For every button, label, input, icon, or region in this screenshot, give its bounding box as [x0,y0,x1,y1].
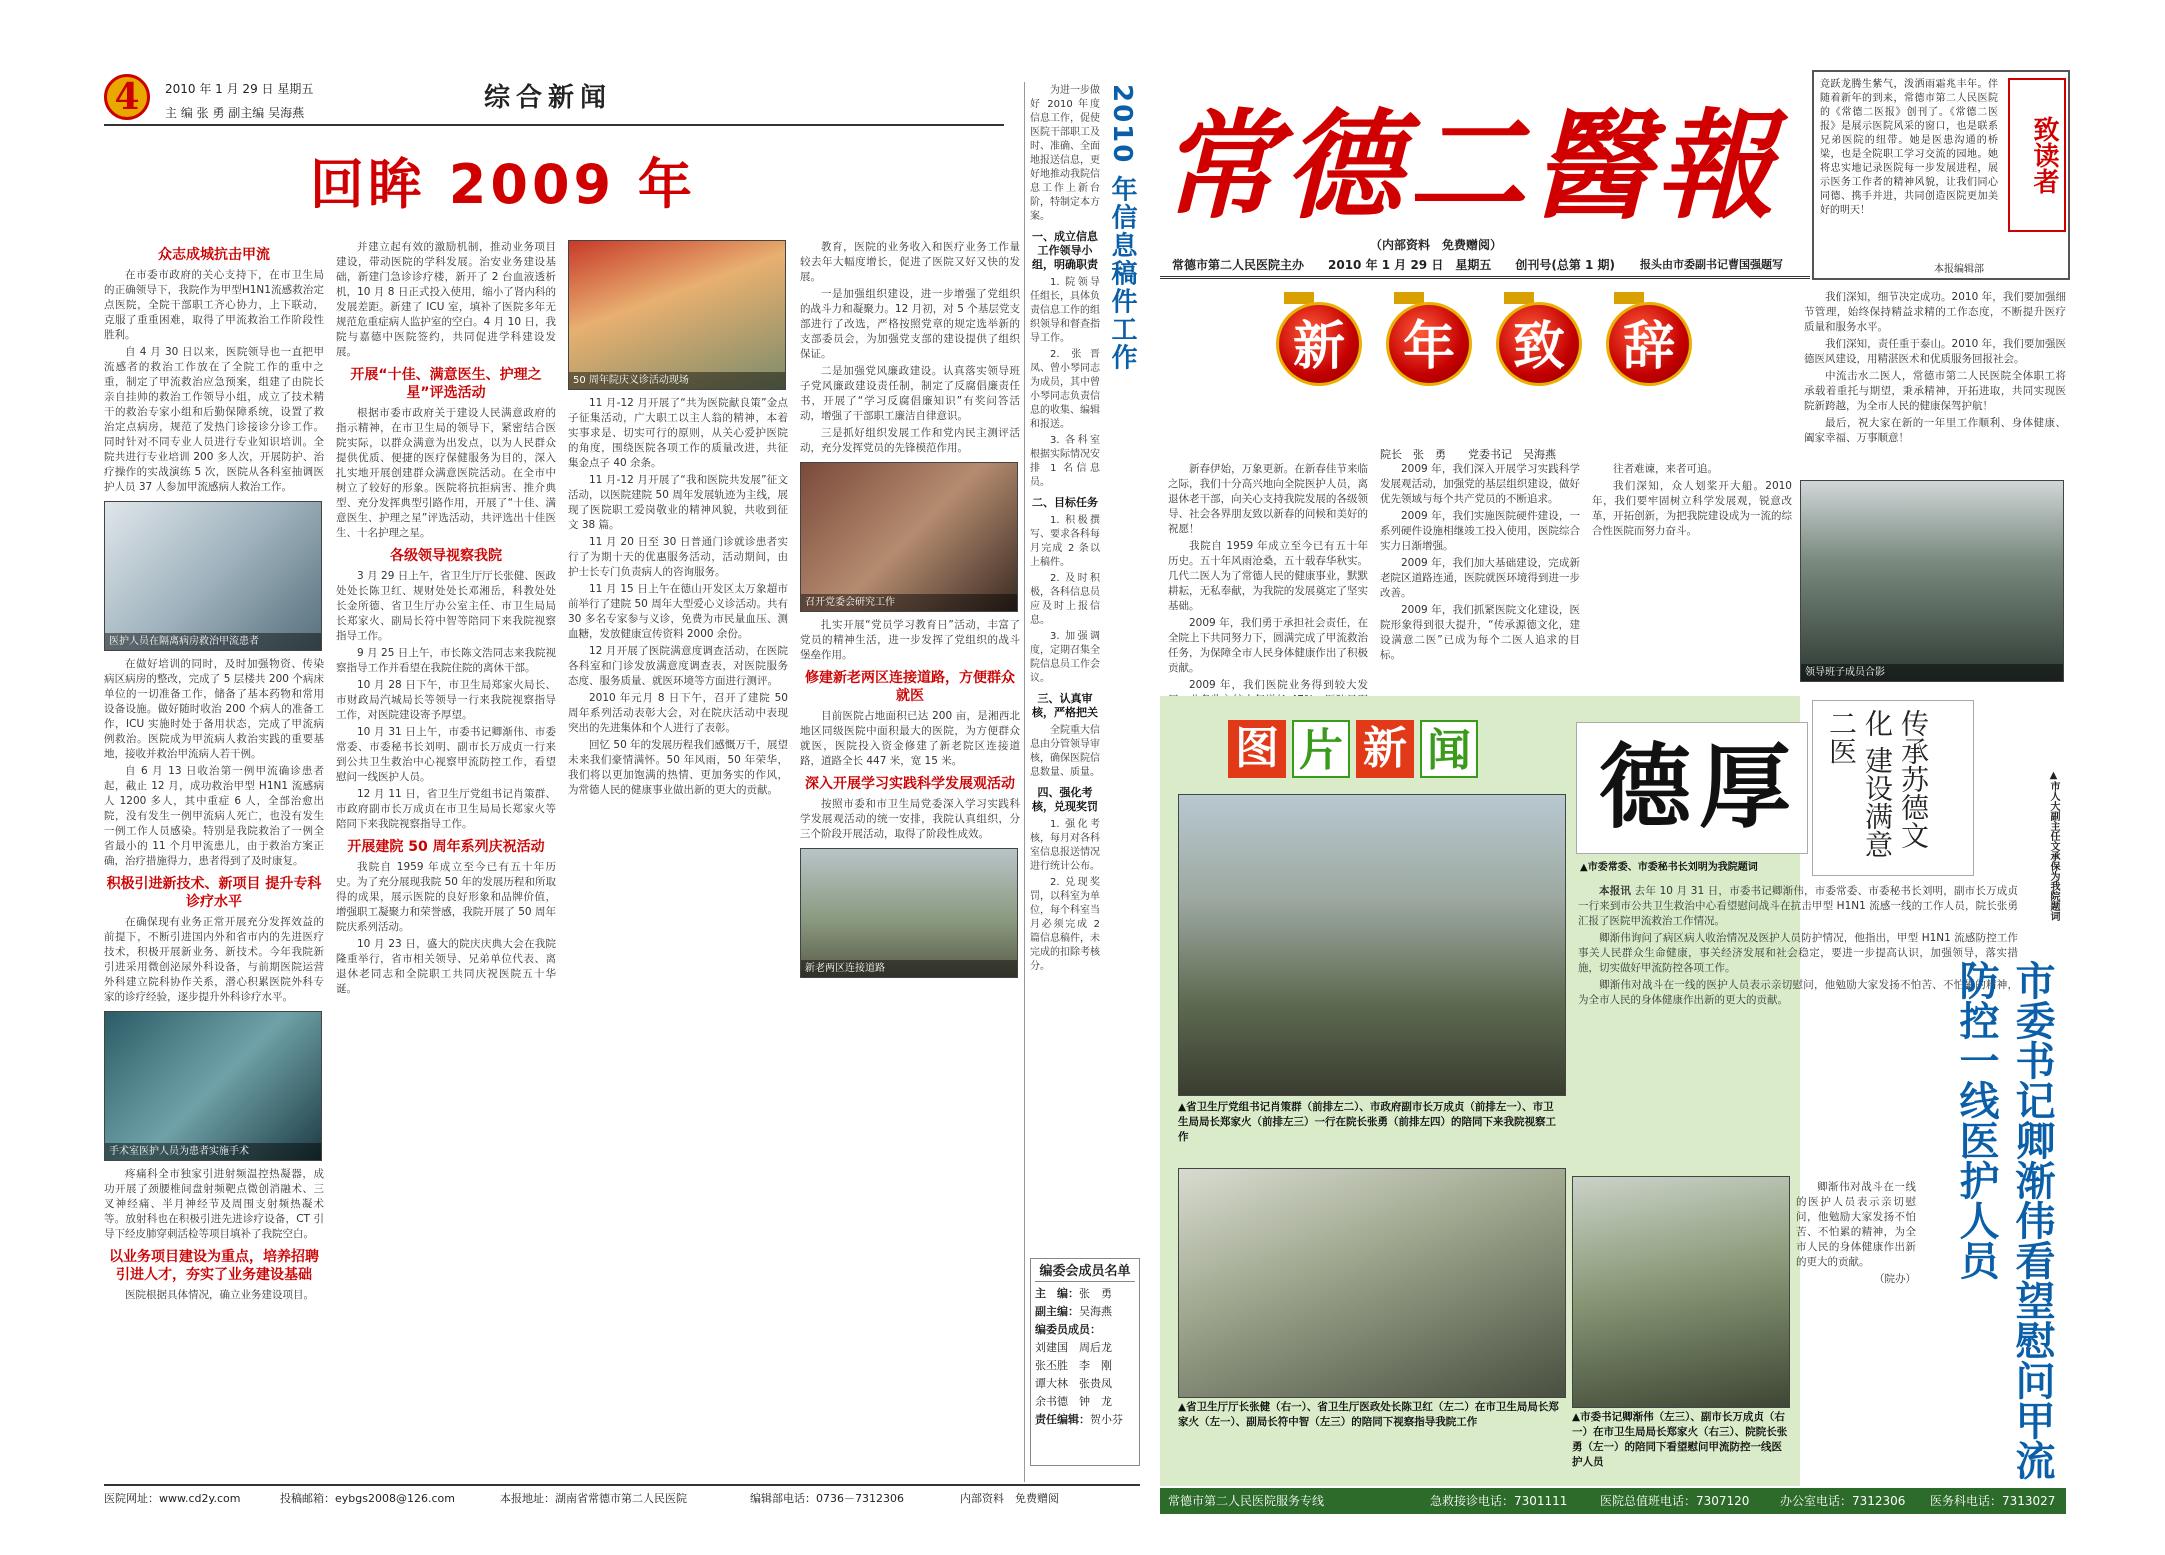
divider [1024,82,1025,1482]
phone-medical: 医务科电话：7313027 [1930,1494,2056,1508]
photo-free-clinic [568,240,788,390]
heading: 二、目标任务 [1032,496,1098,509]
article-text: 去年 10 月 31 日，市委书记卿渐伟，市委常委、市委秘书长刘明，副市长万成贞一行来到市公共卫生救治中心看望慰问战斗在抗击甲型 H1N1 流感一线的工作人员，院长张勇汇报了医院甲流救治工作情况。 [1578,885,2018,927]
editorial-names: 贺小芬 [1090,1413,1123,1426]
editorial-role: 副主编： [1035,1305,1079,1318]
lantern-zhi: 致 [1496,302,1582,386]
paragraph: 按照市委和市卫生局党委深入学习实践科学发展观活动的统一安排，我院认真组织，分三个阶段开展活动，取得了阶段性成效。 [800,798,1020,840]
paragraph: 我院自 1959 年成立至今已有五十年历史。五十年风雨沧桑，五十载春华秋实。几代二医人为了常德人民的健康事业，默默耕耘，无私奉献，为我院的发展奠定了坚实基础。 [1168,540,1368,612]
paragraph: 在市委市政府的关心支持下，在市卫生局的正确领导下，我院作为甲型H1N1流感救治定点医院，全院干部职工齐心协力，上下联动，克服了重重困难，取得了甲流救治工作阶段性胜利。 [104,269,324,341]
sidebar-title: 2010 年信息稿件工作 [1107,84,1137,372]
phone-office: 办公室电话：7312306 [1780,1494,1906,1508]
paragraph: 12 月 11 日，省卫生厅党组书记肖策群、市政府副市长万成贞在市卫生局局长郑家火等陪同下来我院视察指导工作。 [336,788,556,830]
paragraph: 2. 张晋凤、曾小琴同志为成员，其中曾小琴同志负责信息的收集、编辑和报送。 [1030,349,1100,430]
picture-news-title [1228,720,1488,790]
paragraph: 3 月 29 日上午，省卫生厅厅长张健、医政处处长陈卫红、规财处处长邓湘岳，科教处处长金所德、省卫生厅办公室主任、市卫生局局长郑家火、副局长符中智等陪同下来我院视察指导工作。 [336,570,556,642]
heading: 四、强化考核，兑现奖罚 [1032,786,1098,813]
photo-visit-1 [1178,794,1566,1096]
heading-talent: 以业务项目建设为重点，培养招聘引进人才，夯实了业务建设基础 [109,1249,319,1283]
calligraphy-dehou [1576,722,1808,854]
editorial-row [1035,1303,1135,1321]
publisher-line: 常德市第二人民医院主办 2010 年 1 月 29 日 星期五 创刊号(总第 1 期) [1172,258,1616,272]
editorial-names: 谭大林 张贵凤 [1035,1377,1112,1390]
paragraph: 目前医院占地面积已达 200 亩，是湘西北地区同级医院中面积最大的医院，为方便群众就医，医院投入资金修建了新老院区连接道路，道路全长 447 米，宽 15 米。 [800,710,1020,767]
paragraph: 根据市委市政府关于建设人民满意政府的指示精神，在市卫生局的领导下，紧密结合医院实际，以群众满意为出发点，以为人民群众提供优质、便捷的医疗保健服务为目的，深入扎实地开展创建群众满意医院活动。在全市中树立了较好的形象。医院将抗拒病害、推介典型、充分发挥典型引路作用，开展了“十佳、满意医生、护理之星”评选活动，共评选出十佳医生、十名护理之星。 [336,407,556,539]
paragraph: 扎实开展“党员学习教育日”活动，丰富了党员的精神生活，进一步发挥了党组织的战斗堡垒作用。 [800,619,1020,661]
photo-caption: 手术室医护人员为患者实施手术 [105,1143,321,1160]
paragraph: 疼痛科全市独家引进射频温控热凝器，成功开展了颈腰椎间盘射频靶点微创消融术、三叉神经痛、半月神经节及周围支射频热凝术等。放射科也在积极引进先进诊疗设备，CT 引导下经皮肺穿刺活检等项目填补了我院空白。 [104,1168,324,1240]
photo-party-meeting [800,462,1020,612]
editorial-names: 张 勇 [1079,1287,1112,1300]
paragraph: 9 月 25 日上午，市长陈文浩同志来我院视察指导工作并看望在我院住院的离休干部。 [336,647,556,674]
title-pian: 片 [1292,720,1350,778]
title-xin: 新 [1356,720,1414,778]
section-title: 综合新闻 [484,83,613,113]
paragraph: 全院重大信息由分管领导审核，确保医院信息数量、质量。 [1030,725,1100,778]
editorial-names: 吴海燕 [1079,1305,1112,1318]
heading: 一、成立信息工作领导小组，明确职责 [1032,230,1098,271]
lantern-xin: 新 [1276,302,1362,386]
paragraph: 2009 年，我们医院业务得到较大发 [1189,679,1368,691]
masthead-note: （内部资料 免费赠阅） [1370,238,1503,252]
paragraph: 12 月开展了医院满意度调查活动，在医院各科室和门诊发放满意度调查表，对医院服务态度、服务质量、就医环境等方面进行测评。 [568,645,788,687]
paragraph: 自 6 月 13 日收治第一例甲流确诊患者起，截止 12 月，成功救治甲型 H1N1 流感病人 1200 多人，其中重症 6 人，全部治愈出院，没有发生一例甲流病人死亡，也没有发生一例工作人员感染。特别是我院救治了一例全省最小的 11 个月甲流患儿，由于救治方案正确，治疗措施得力，患者得到了及时康复。 [104,765,324,867]
paragraph: 在做好培训的同时，及时加强物资、传染病区病房的整改，完成了 5 层楼共 200 个病床单位的一切准备工作，储备了基本药物和常用设备设施。做好随时收治 200 个病人的准备工作，ICU 实施时处于备用状态，完成了甲流病例救治。医院成为甲流病人救治实践的重要基地，接收并救治甲流病人若干例。 [104,658,324,760]
caption-visit-2: ▲省卫生厅厅长张健（右一）、省卫生厅医政处长陈卫红（左二）在市卫生局局长郑家火（左一）、副局长符中智（左三）的陪同下视察指导我院工作 [1178,1401,1559,1428]
paragraph: 卿渐伟对战斗在一线的医护人员表示亲切慰问，他勉励大家发扬不怕苦、不怕累的精神，为全市人民的身体健康作出新的更大的贡献。 [1578,979,2018,1006]
editorial-rows [1035,1285,1135,1429]
heading-study: 深入开展学习实践科学发展观活动 [805,776,1015,792]
heading: 三、认真审核，严格把关 [1032,692,1098,719]
photo-leadership [1800,480,2064,682]
calligraphy-scroll-text: 传承苏德文化 建设满意二医 [1825,709,1930,858]
paragraph: 二是加强党风廉政建设。认真落实领导班子党风廉政建设责任制，制定了反腐倡廉责任书，开展了“学习反腐倡廉知识”有奖问答活动，增强了干部职工廉洁自律意识。 [800,365,1020,422]
paragraph: 11 月 20 日至 30 日普通门诊就诊患者实行了为期十天的优惠服务活动，活动期间，由护士长专门负责病人的咨询服务。 [568,536,788,578]
speech-col3 [1592,462,1792,690]
paragraph: 2009 年，我们深入开展学习实践科学发展观活动，加强党的基层组织建设，做好优先领域与每个共产党员的不断追求。 [1380,463,1580,505]
heading-anniversary: 开展建院 50 周年系列庆祝活动 [347,839,545,855]
editorial-role: 编委员成员： [1035,1323,1101,1336]
paragraph: 10 月 31 日上午，市委书记卿渐伟、市委常委、市委秘书长刘明、副市长万成贞一行来到公共卫生救治中心视察甲流防控工作，看望慰问一线医护人员。 [336,726,556,783]
photo-surgery [104,1011,324,1161]
paragraph: 新春伊始，万象更新。在新春佳节来临之际，我们十分高兴地向全院医护人员，离退休老干部，向关心支持我院发展的各级领导、社会各界朋友致以新春的问候和美好的祝愿！ [1168,463,1368,535]
paragraph: 11 月 15 日上午在德山开发区太万象超市前举行了建院 50 周年大型爱心义诊活动。共有 30 多名专家参与义诊，免费为市民量血压、测血糖，发放健康宣传资料 2000 余份。 [568,583,788,640]
speech-col1 [1168,462,1368,690]
editorial-names: 刘建国 周后龙 [1035,1341,1112,1354]
article-intro: 本报讯 [1599,885,1632,897]
speech-col2 [1380,462,1580,690]
paragraph: 三是抓好组织发展工作和党内民主测评活动，充分发挥党员的先锋模范作用。 [800,427,1020,454]
title-wen: 闻 [1420,720,1478,778]
paragraph: 2009 年，我们勇于承担社会责任，在全院上下共同努力下，圆满完成了甲流救治任务，为保障全市人民身体健康作出了积极贡献。 [1168,617,1368,674]
paragraph: 2009 年，我们加大基础建设，完成新老院区道路连通，医院就医环境得到进一步改善。 [1380,557,1580,599]
editorial-names: 张丕胜 李 刚 [1035,1359,1112,1372]
heading-new-tech: 积极引进新技术、新项目 提升专科诊疗水平 [106,876,322,910]
paragraph: 2010 年元月 8 日下午，召开了建院 50 周年系列活动表彰大会，对在院庆活动中表现突出的先进集体和个人进行了表彰。 [568,692,788,734]
editorial-board [1030,1258,1140,1466]
paragraph: 教育，医院的业务收入和医疗业务工作量较去年大幅度增长，促进了医院又好又快的发展。 [800,241,1020,283]
paragraph: 10 月 23 日，盛大的院庆庆典大会在我院隆重举行，省市相关领导、兄弟单位代表、离退休老同志和全院职工共同庆祝医院五十华诞。 [336,938,556,995]
heading-road: 修建新老两区连接道路，方便群众就医 [805,670,1015,704]
footer-address: 本报地址：湖南省常德市第二人民医院 [500,1492,687,1505]
footer-note: 内部资料 免费赠阅 [960,1492,1059,1505]
col5 [1030,84,1100,1184]
paragraph: 为进一步做好 2010 年度信息工作，促使医院干部职工及时、准确、全面地报送信息，更好地推动我院信息工作上新台阶，特制定本方案。 [1030,85,1100,222]
lantern-ci: 辞 [1606,302,1692,386]
paragraph: 最后，祝大家在新的一年里工作顺利、身体健康、阖家幸福、万事顺意！ [1804,417,2066,444]
paragraph: 2. 及时积极，各科信息员应及时上报信息。 [1030,573,1100,626]
paragraph: 我们深知，细节决定成功。2010 年，我们要加强细节管理，始终保持精益求精的工作态度，不断提升医疗质量和服务水平。 [1804,291,2066,333]
caption-visit-3: ▲市委书记卿渐伟（左三）、副市长万成贞（右一）在市卫生局局长郑家火（右三）、院院长张勇（左一）的陪同下看望慰问甲流防控一线医护人员 [1572,1411,1788,1468]
paragraph: 医院根据具体情况，确立业务建设项目。 [125,1289,314,1301]
paragraph: 1. 院领导任组长，具体负责信息工作的组织领导和督查指导工作。 [1030,277,1100,344]
paragraph [1578,884,2018,929]
paragraph: 11 月-12 月开展了“共为医院献良策”金点子征集活动，广大职工以主人翁的精神，本着实事求是、切实可行的原则，从关心爱护医院的角度，围绕医院各项工作的质量改进，共征集金点子 40 余条。 [568,397,788,469]
paragraph: 往者难谏，来者可追。 [1613,463,1718,475]
paragraph: 2009 年，我们实施医院硬件建设，一系列硬件设施相继竣工投入使用，医院综合实力日渐增强。 [1380,510,1580,552]
service-line: 常德市第二人民医院服务专线 [1168,1494,1325,1508]
paragraph: 1. 强化考核，每月对各科室信息报送情况进行统计公布。 [1030,819,1100,872]
editorial-row [1035,1339,1135,1357]
footer-rule [104,1484,1140,1486]
footer-email: 投稿邮箱：eybgs2008@126.com [280,1492,455,1505]
photo-caption: 领导班子成员合影 [1801,664,2063,681]
heading-leader-visit: 各级领导视察我院 [390,548,502,564]
paragraph: 3. 加强调度，定期召集全院信息员工作会议。 [1030,631,1100,684]
calligraphy-big: 德厚 [1599,733,1800,841]
retrospect-headline: 回眸 2009 年 [310,153,696,216]
reader-box [1812,70,2070,280]
paragraph: 2009 年，我们抓紧医院文化建设，医院形象得到很大提升，“传承源德文化，建设满意二医”已成为每个二医人追求的目标。 [1380,604,1580,661]
page-number-badge: 4 [104,74,150,120]
left-date: 2010 年 1 月 29 日 星期五 [165,82,314,96]
paragraph: 中流击水二医人，常德市第二人民医院全体职工将承载着重托与期望，秉承精神，开拓进取，共同实现医院新跨越，为全市人民的健康保驾护航！ [1804,370,2066,412]
paragraph: 并建立起有效的激励机制，推动业务项目建设，带动医院的学科发展。治安业务建设基础，新建门急诊诊疗楼，新开了 2 台血液透析机，10 月 8 日正式投入使用，缩小了肾内科的发展差距。新建了 ICU 室，填补了医院多年无规范危重症病人监护室的空白。4 月 10 日，我院与嘉德中医院签约，共同促进学科建设发展。 [336,241,556,358]
editorial-row [1035,1285,1135,1303]
editorial-row [1035,1393,1135,1411]
reader-title: 致读者 [2008,78,2066,232]
masthead: 常德二醫報 [1160,96,1781,235]
photo-caption: 召开党委会研究工作 [801,594,1017,611]
paragraph: 自 4 月 30 日以来，医院领导也一直把甲流感者的救治工作放在了全院工作的重中之重，制定了甲流救治应急预案，组建了由院长亲自挂帅的救治工作领导小组，成立了技术精干的救治专家小组和后勤保障系统，设置了救治定点病房，规范了发热门诊接诊分诊工作。同时针对不同专业人员进行专业知识培训。全院共进行专业培训 200 多人次，开展防护、治疗操作的实战演练 5 次，医院从各科室抽调医护人员 37 人参加甲流感病人救治工作。 [104,346,324,493]
caption-calligraphy-1: ▲市委常委、市委秘书长刘明为我院题词 [1580,862,1758,873]
header-rule [104,124,1004,126]
editorial-title: 编委会成员名单 [1035,1263,1135,1282]
paragraph: 10 月 28 日下午，市卫生局郑家火局长、市财政局汽城局长等领导一行来我院视察指导工作，对医院建设寄予厚望。 [336,679,556,721]
editorial-row [1035,1411,1135,1429]
photo-isolation-ward [104,501,324,651]
paragraph: 3. 各科室根据实际情况安排 1 名信息员。 [1030,435,1100,488]
paragraph: 卿渐伟询问了病区病人收治情况及医护人员防护情况，他指出，甲型 H1N1 流感防控工作事关人民群众生命健康，事关经济发展和社会稳定，要进一步提高认识，加强领导，落实措施，切实做好甲流防控各项工作。 [1578,932,2018,974]
paragraph: 我院自 1959 年成立至今已有五十年历史。为了充分展现我院 50 年的发展历程和所取得的成果，展示医院的良好形象和品牌价值，增强职工凝聚力和荣誉感，我院开展了 50 周年院庆系列活动。 [336,861,556,933]
paragraph: 卿渐伟对战斗在一线的医护人员表示亲切慰问，他勉励大家发扬不怕苦、不怕累的精神，为全市人民的身体健康作出新的更大的贡献。 [1796,1181,1916,1268]
paragraph: 在确保现有业务正常开展充分发挥效益的前提下，不断引进国内外和省市内的先进医疗技术，积极开展新业务、新技术。今年我院新引进采用微创泌尿外科设备，与前期医院运营外科建立院科协作关系，潜心积累医院外科专家的诊疗经验，逐步提升外科诊疗水平。 [104,916,324,1003]
col2 [336,240,556,1480]
phone-emergency: 急救接诊电话：7301111 [1430,1494,1568,1508]
reader-sign: 本报编辑部 [1934,264,1984,275]
new-year-signers: 院长 张 勇 党委书记 吴海燕 [1380,448,1556,461]
photo-new-road [800,848,1020,978]
article-body-2 [1796,1180,1916,1470]
photo-visit-3 [1572,1176,1790,1408]
new-year-lanterns [1250,292,1710,432]
editorial-role: 责任编辑： [1035,1413,1090,1426]
editorial-names: 余书德 钟 龙 [1035,1395,1112,1408]
left-editors: 主 编 张 勇 副主编 吴海燕 [165,106,305,120]
phone-main: 医院总值班电话：7307120 [1600,1494,1750,1508]
editorial-role: 主 编： [1035,1287,1079,1300]
heading-top-ten: 开展“十佳、满意医生、护理之星”评选活动 [350,367,542,401]
article-author: （院办） [1874,1273,1916,1285]
caption-visit-1: ▲省卫生厅党组书记肖策群（前排左二）、市政府副市长万成贞（前排左一）、市卫生局局长郑家火（前排左三）一行在院长张勇（前排左四）的陪同下来我院视察工作 [1178,1101,1556,1143]
speech-col4 [1804,290,2066,480]
masthead-rule [1160,276,1810,279]
paragraph: 我们深知，众人划桨开大船。2010 年，我们要牢固树立科学发展观，锐意改革，开拓创新，为把我院建设成为一流的综合性医院而努力奋斗。 [1592,480,1792,537]
paragraph: 我们深知，责任重于泰山。2010 年，我们要加强医德医风建设，用精湛医术和优质服务回报社会。 [1804,338,2066,365]
editorial-row [1035,1321,1135,1339]
title-tu: 图 [1228,720,1286,778]
col4 [800,240,1020,1480]
calligraphy-scroll [1812,700,1974,876]
footer-phone: 编辑部电话：0736－7312306 [750,1492,904,1505]
col3 [568,240,788,1480]
paragraph: 11 月-12 月开展了“我和医院共发展”征文活动，以医院建院 50 周年发展轨迹为主线，展现了医院职工爱岗敬业的精神风貌，共收到征文 38 篇。 [568,474,788,531]
photo-caption: 50 周年院庆义诊活动现场 [569,372,785,389]
service-footer [1160,1488,2066,1514]
reader-text: 竞跃龙腾生紫气，泼洒雨霜兆丰年。伴随着新年的到来，常德市第二人民医院的《常德二医报》创刊了。《常德二医报》是展示医院风采的窗口，也是联系兄弟医院的纽带。她是医患沟通的桥梁，也是全院职工学习交流的园地。她将忠实地记录医院每一步发展进程，展示医务工作者的精神风貌，让我们同心同德、携手并进，共同创造医院更加美好的明天！ [1820,79,1998,216]
paragraph: 一是加强组织建设，进一步增强了党组织的战斗力和凝聚力。12 月初，对 5 个基层党支部进行了改选，严格按照党章的规定选举新的支部委员会，为加强党支部的建设提供了组织保证。 [800,288,1020,360]
caption-calligraphy-2: ▲市人大副主任文承保为我院题词 [2048,770,2059,921]
col1 [104,240,324,1480]
paragraph: 2. 兑现奖罚，以科室为单位，每个科室当月必须完成 2 篇信息稿件，未完成的扣除考核分。 [1030,877,1100,972]
paragraph: 回忆 50 年的发展历程我们感慨万千，展望未来我们豪情满怀。50 年风雨，50 年荣华，我们将以更加饱满的热情、更加务实的作风，为常德人民的健康事业做出新的更大的贡献。 [568,739,788,796]
lantern-nian: 年 [1386,302,1472,386]
editorial-row [1035,1357,1135,1375]
paragraph: 1. 积极撰写、要求各科每月完成 2 条以上稿件。 [1030,515,1100,568]
masthead-credit: 报头由市委副书记曹国强题写 [1640,258,1783,271]
photo-caption: 新老两区连接道路 [801,960,1017,977]
photo-visit-2 [1178,1168,1566,1398]
footer-website: 医院网址：www.cd2y.com [104,1492,241,1505]
article-headline: 市委书记卿渐伟看望慰问甲流防控一线医护人员 [1953,960,2055,1480]
heading-anti-flu: 众志成城抗击甲流 [158,247,270,263]
editorial-row [1035,1375,1135,1393]
photo-caption: 医护人员在隔离病房救治甲流患者 [105,633,321,650]
